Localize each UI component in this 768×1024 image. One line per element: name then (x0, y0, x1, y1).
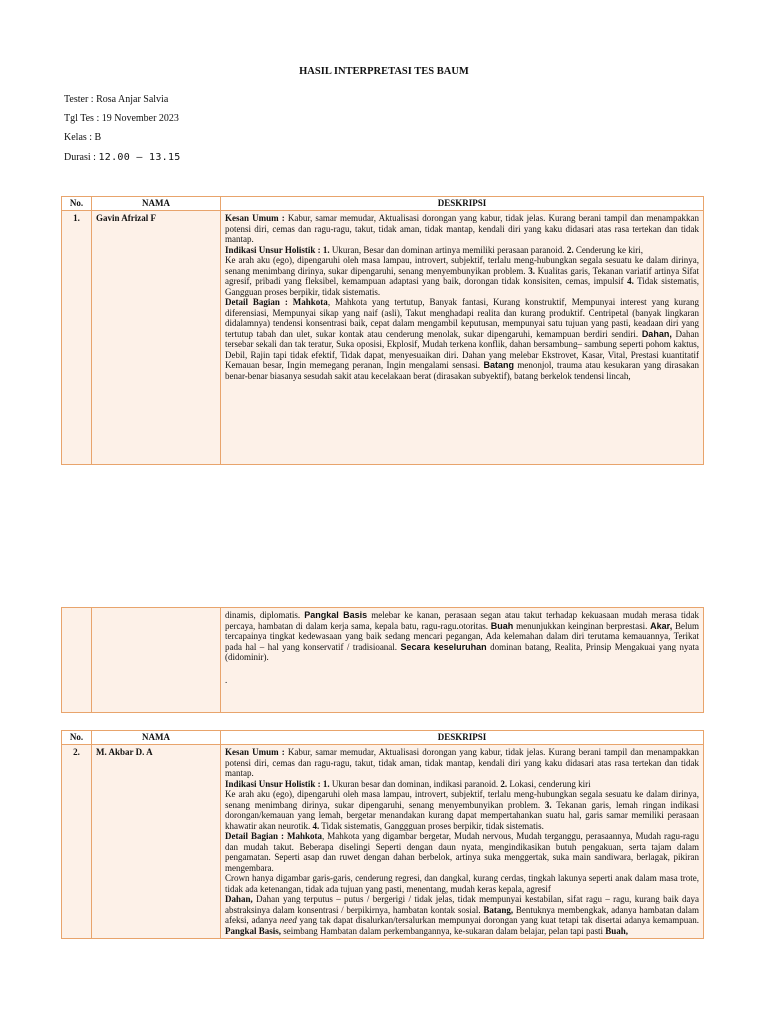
test-date-line: Tgl Tes : 19 November 2023 (64, 113, 179, 124)
row-description-continued: dinamis, diplomatis. Pangkal Basis melebar ke kanan, perasaan segan atau takut terhadap kekuasaan mudah merasa tidak percaya, hambatan di dalam kerja sama, kepala batu, ragu-ragu.otoritas. Buah menunjukkan keinginan berprestasi. Akar, Belum tercapainya tingkat kedewasaan yang baik sedang mencari pegangan, Ada kelemahan dalam diri terutama kemauannya, Terikat pada hal – hal yang konservatif / tradisioanal. Secara keseluruhan dominan batang, Realita, Prinsip Mengakuai yang nyata (didominir). . (221, 608, 704, 713)
header-no: No. (62, 197, 92, 211)
header-deskripsi: DESKRIPSI (221, 731, 704, 745)
result-table-1 (61, 196, 704, 465)
table-row (62, 745, 704, 939)
tester-line: Tester : Rosa Anjar Salvia (64, 94, 169, 105)
row-name: Gavin Afrizal F (92, 211, 221, 465)
row-number: 1. (62, 211, 92, 465)
table-row (62, 211, 704, 465)
row-name-empty (92, 608, 221, 713)
row-description: Kesan Umum : Kabur, samar memudar, Aktualisasi dorongan yang kabur, tidak jelas. Kurang berani tampil dan menampakkan potensi diri, cemas dan ragu-ragu, takut, tidak aman, tidak mantap, kendali diri yang kaku didasari atas rasa tertekan dan tidak mantap. Indikasi Unsur Holistik : 1. Ukuran besar dan dominan, indikasi paranoid. 2. Lokasi, cenderung kiri Ke arah aku (ego), dipengaruhi oleh masa lampau, introvert, subjektif, terlalu meng-hubungkan segala sesuatu ke dalam dirinya, senang menimbang dirinya, sukar dipengaruhi, senang menyembunyikan problem. 3. Tekanan garis, lemah ringan indikasi dorongan/kemauan yang lemah, bergetar menandakan kurang dapat mempertahankan suatu hal, garis samar memiliki perasaan khawatir akan neurotik. 4. Tidak sistematis, Ganggguan proses berpikir, tidak sistematis. Detail Bagian : Mahkota, Mahkota yang digambar bergetar, Mudah nervous, Mudah terganggu, perasaannya, Mudah ragu-ragu dan mudah takut. Beberapa diselingi Seperti dengan daun nyata, mengindikasikan butuh pengakuan, serta tajam dalam pengamatan. Seperti asap dan ruwet dengan dahan berbelok, artinya suka menggertak, suka main sandiwara, berlagak, pikiran mengembara. Crown hanya digambar garis-garis, cenderung regresi, dan dangkal, kurang cerdas, tingkah lakunya seperti anak dalam masa trote, tidak ada ketenangan, tidak ada tujuan yang pasti, menentang, mudah keras kepala, agresif Dahan, Dahan yang terputus – putus / bergerigi / tidak jelas, tidak mempunyai kestabilan, sifat ragu – ragu, kurang baik daya abstraksinya dalam konsentrasi / berpikirnya, hambatan kontak sosial. Batang, Bentuknya membengkak, adanya hambatan dalam afeksi, adanya need yang tak dapat disalurkan/tersalurkan mempunyai dorongan yang kuat tetapi tak disertai adanya kemampuan. Pangkal Basis, seimbang Hambatan dalam perkembangannya, ke-sukaran dalam belajar, pelan tapi pasti Buah, (221, 745, 704, 939)
row-number: 2. (62, 745, 92, 939)
duration-value: 12.00 – 13.15 (98, 152, 181, 163)
class-line: Kelas : B (64, 132, 102, 143)
duration-line (64, 152, 181, 163)
result-table-2 (61, 730, 704, 939)
header-no: No. (62, 731, 92, 745)
result-table-1-continued (61, 607, 704, 713)
document-title: HASIL INTERPRETASI TES BAUM (299, 66, 469, 77)
header-nama: NAMA (92, 197, 221, 211)
table-row (62, 608, 704, 713)
row-number-empty (62, 608, 92, 713)
row-description: Kesan Umum : Kabur, samar memudar, Aktualisasi dorongan yang kabur, tidak jelas. Kurang berani tampil dan menampakkan potensi diri, cemas dan ragu-ragu, takut, tidak aman, tidak mantap, kendali diri yang kaku didasari atas rasa tertekan dan tidak mantap. Indikasi Unsur Holistik : 1. Ukuran, Besar dan dominan artinya memiliki perasaan paranoid. 2. Cenderung ke kiri, Ke arah aku (ego), dipengaruhi oleh masa lampau, introvert, subjektif, terlalu meng-hubungkan segala sesuatu ke dalam dirinya, senang menimbang dirinya, sukar dipengaruhi, senang menyembunyikan problem. 3. Kualitas garis, Tekanan variatif artinya Sifat agresif, pribadi yang fleksibel, kemampuan adaptasi yang baik, dorongan tidak konsisiten, cemas, impulsif 4. Tidak sistematis, Gangguan proses berpikir, tidak sistematis. Detail Bagian : Mahkota, Mahkota yang tertutup, Banyak fantasi, Kurang konstruktif, Mempunyai interest yang kurang diferensiasi, Mempunyai sikap yang naif (asli), Takut menghadapi realita dan kurang produktif. Centripetal (banyak lingkaran didalamnya) tendensi konsentrasi baik, cepat dalam mengambil keputusan, mempunyai satu tujuan yang pasti, keadaan diri yang tertutup tabah dan ulet, sukar kontak atau cenderung menolak, sukar dipengaruhi, kemampuan berdiri sendiri. Dahan, Dahan tersebar sekali dan tak teratur, Suka oposisi, Ekplosif, Mudah terkena konflik, dahan bersambung– sambung seperti pohom kaktus, Debil, Rajin tapi tidak efektif, Tidak dapat, menyesuaikan diri. Dahan yang melebar Ekstrovet, Kasar, Vital, Prestasi kuantitatif Kemauan besar, Ingin memegang peranan, Ingin mengalami sensasi. Batang menonjol, trauma atau kesukaran yang dirasakan benar-benar biasanya sesudah sakit atau kecelakaan berat (dirasakan subyektif), batang berkelok tendensi lincah, (221, 211, 704, 465)
duration-label: Durasi : (64, 152, 96, 163)
header-deskripsi: DESKRIPSI (221, 197, 704, 211)
header-nama: NAMA (92, 731, 221, 745)
row-name: M. Akbar D. A (92, 745, 221, 939)
